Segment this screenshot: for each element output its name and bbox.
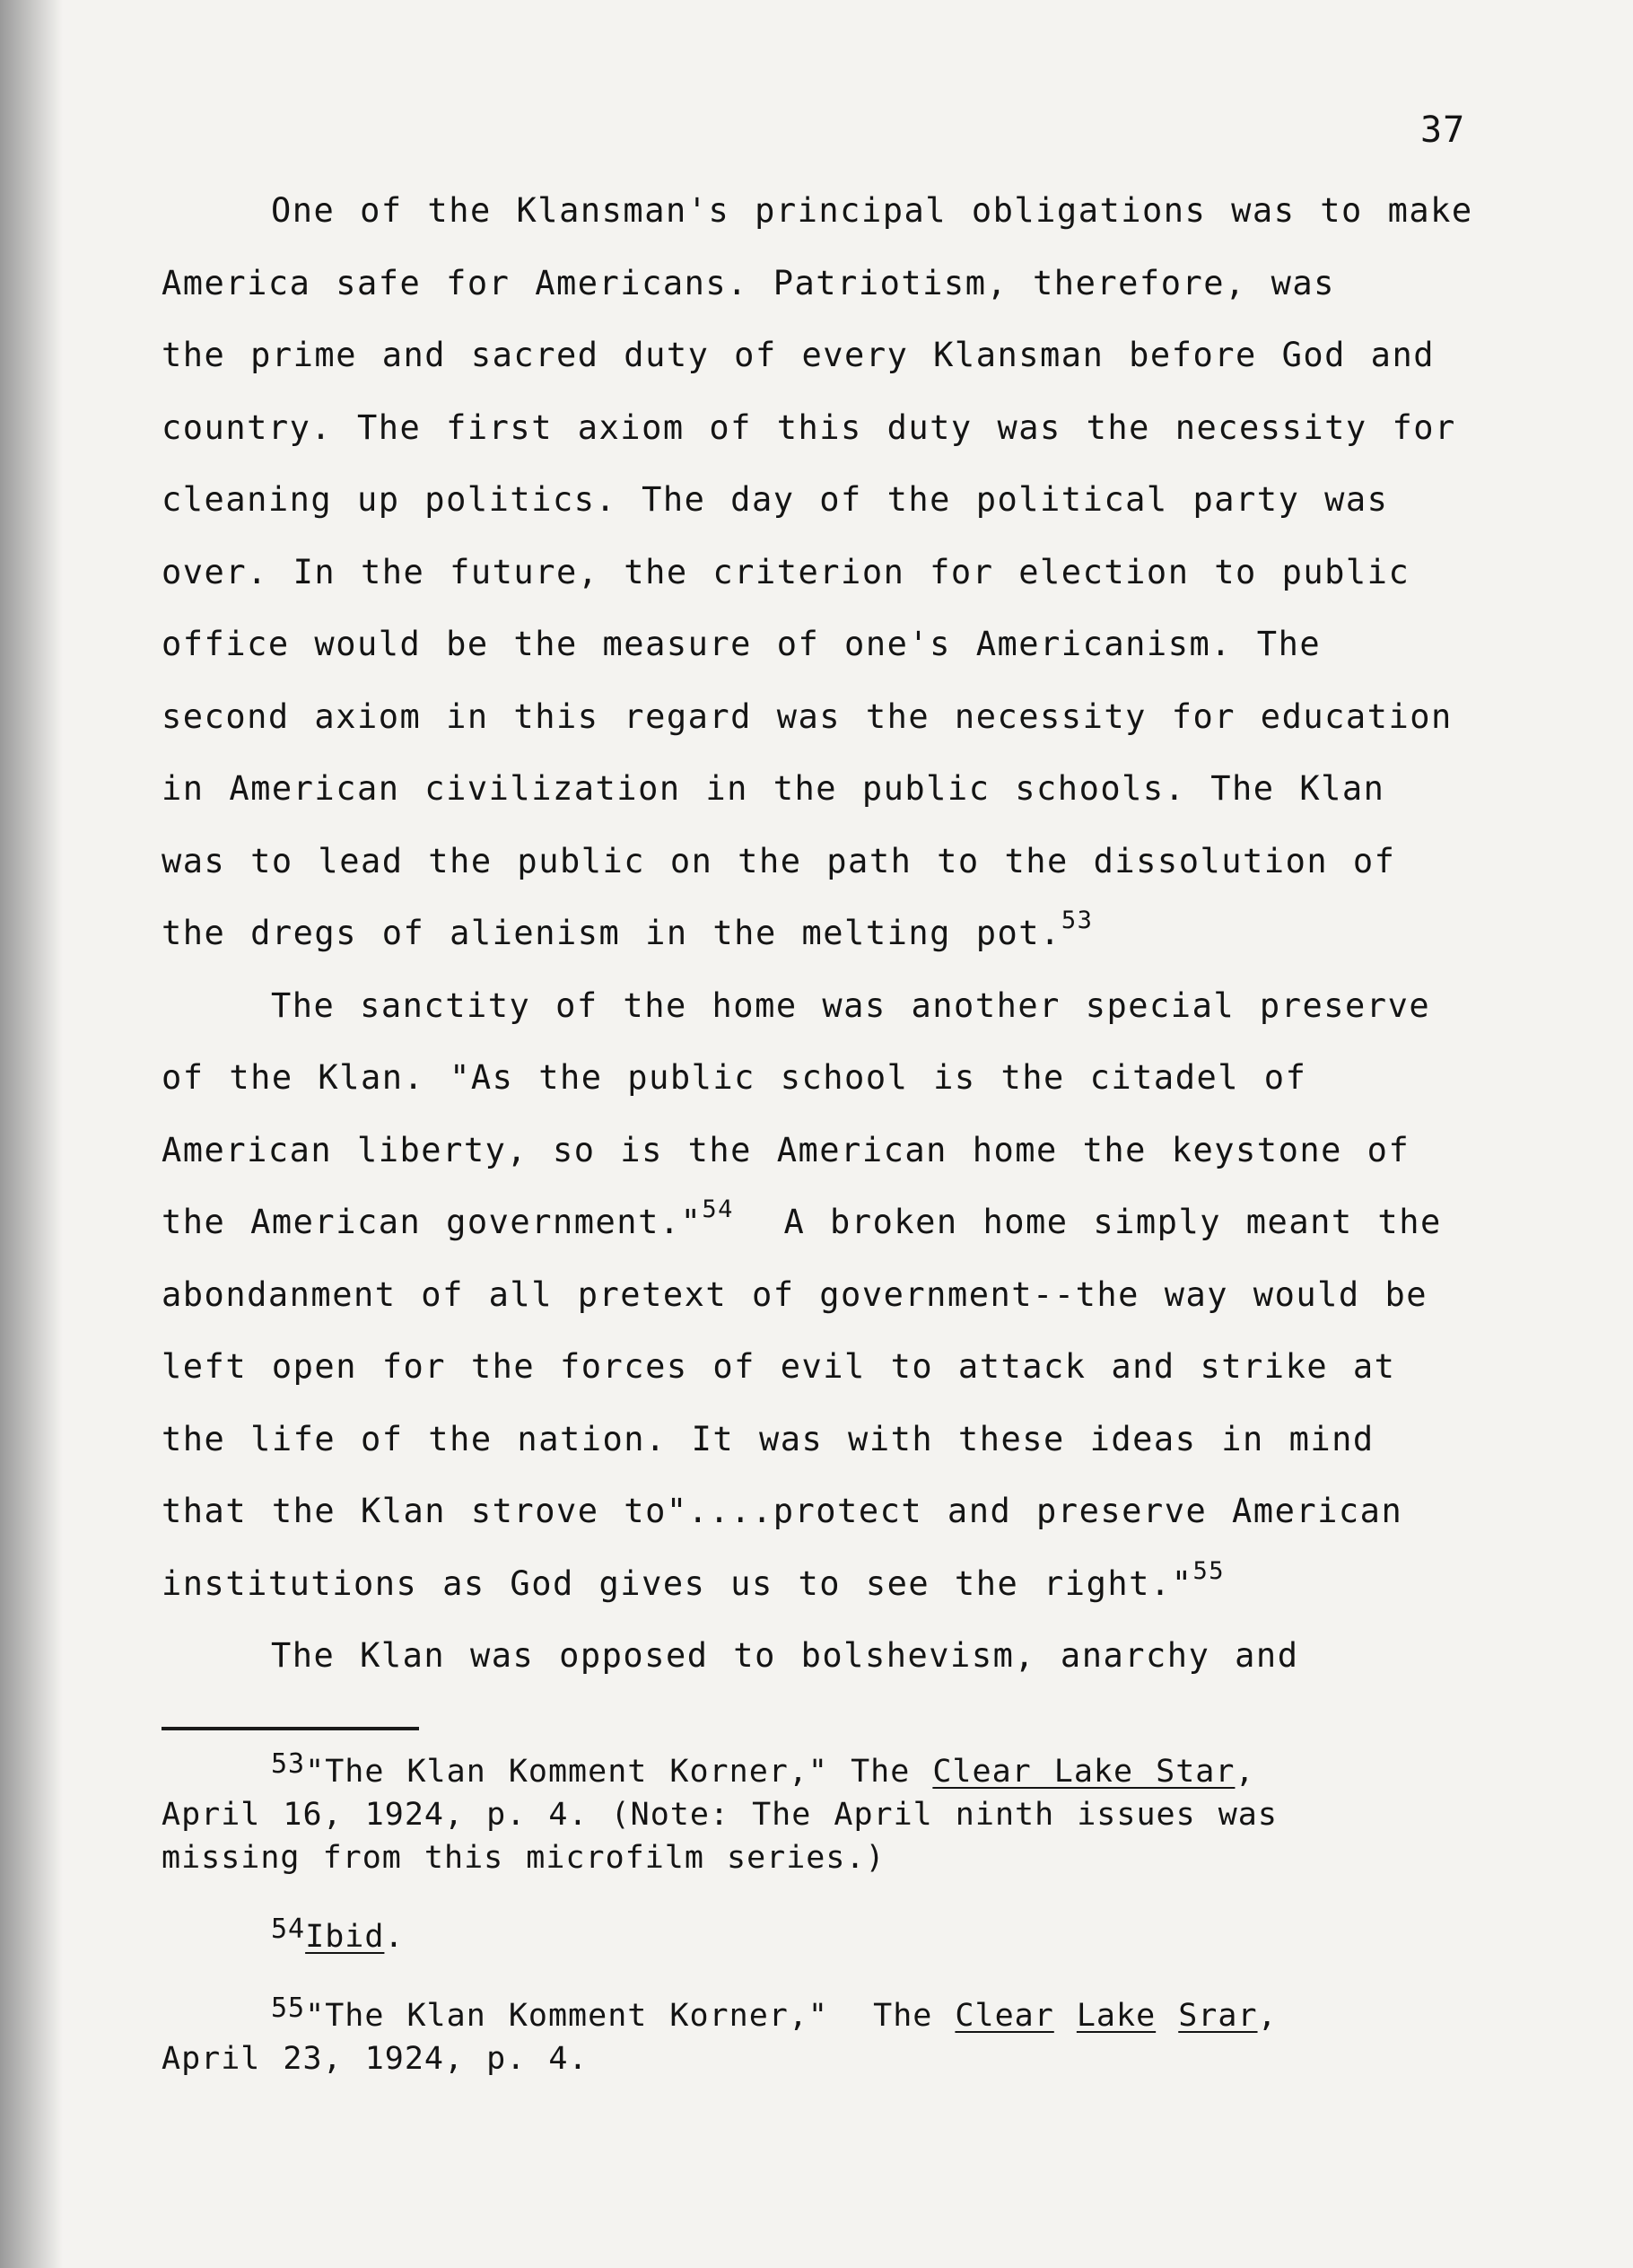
footnotes bbox=[162, 1750, 1471, 2080]
p1-line-8: second axiom in this regard was the necessity for education bbox=[162, 696, 1453, 736]
p1-line-5: cleaning up politics. The day of the political party was bbox=[162, 480, 1389, 519]
p2-line-4-text: the American government." bbox=[162, 1203, 703, 1241]
p2-line-6: left open for the forces of evil to attack and strike at bbox=[162, 1347, 1396, 1386]
p2-line-3: American liberty, so is the American home the keystone of bbox=[162, 1130, 1410, 1169]
footnote-54-line-1 bbox=[162, 1915, 1471, 1958]
p2-line-4 bbox=[162, 1187, 1471, 1259]
body-text bbox=[162, 175, 1471, 1693]
p2-line-1: The sanctity of the home was another special preserve bbox=[271, 985, 1431, 1025]
footnote-53-text-a: "The Klan Komment Korner," The bbox=[305, 1754, 933, 1790]
p2-line-2: of the Klan. "As the public school is the citadel of bbox=[162, 1058, 1307, 1097]
footnote-54-text-b: . bbox=[384, 1919, 405, 1955]
p2-line-7: the life of the nation. It was with these ideas in mind bbox=[162, 1419, 1375, 1458]
p1-line-1: One of the Klansman's principal obligations was to make bbox=[271, 191, 1473, 230]
footnote-55-title-2: Lake bbox=[1076, 1998, 1157, 2034]
p1-line-9: in American civilization in the public schools. The Klan bbox=[162, 769, 1385, 808]
footnote-ref-54: 54 bbox=[702, 1195, 734, 1223]
footnote-55-title-3: Srar bbox=[1178, 1998, 1258, 2034]
p2-line-9-text: institutions as God gives us to see the right." bbox=[162, 1563, 1193, 1603]
footnote-53-text-b: , bbox=[1235, 1754, 1255, 1790]
footnote-separator bbox=[162, 1727, 419, 1730]
footnote-53-title: Clear Lake Star bbox=[932, 1754, 1236, 1790]
p3-line-1: The Klan was opposed to bolshevism, anarchy and bbox=[271, 1636, 1299, 1675]
footnote-55-text-b: , bbox=[1257, 1998, 1278, 2034]
p1-line-6: over. In the future, the criterion for election to public bbox=[162, 552, 1410, 591]
p2-line-4-rest: A broken home simply meant the bbox=[733, 1203, 1442, 1241]
p2-line-5: abondanment of all pretext of government--the way would be bbox=[162, 1274, 1428, 1314]
footnote-54-title: Ibid bbox=[305, 1919, 385, 1955]
footnote-53-line-3: missing from this microfilm series.) bbox=[162, 1840, 886, 1876]
footnote-55-line-1 bbox=[162, 1994, 1471, 2037]
p2-line-9 bbox=[162, 1548, 1471, 1621]
footnote-55-line-2: April 23, 1924, p. 4. bbox=[162, 2041, 589, 2077]
p1-line-4: country. The first axiom of this duty was the necessity for bbox=[162, 407, 1456, 447]
footnote-gap bbox=[162, 1958, 1471, 1994]
footnote-55-mark: 55 bbox=[271, 1992, 306, 2024]
footnote-53-line-1 bbox=[162, 1750, 1471, 1793]
p1-line-3: the prime and sacred duty of every Klansman before God and bbox=[162, 336, 1436, 374]
footnote-ref-53: 53 bbox=[1061, 906, 1094, 934]
p2-line-8: that the Klan strove to"....protect and preserve American bbox=[162, 1492, 1403, 1530]
p1-line-7: office would be the measure of one's Americanism. The bbox=[162, 625, 1322, 663]
p1-line-11-text: the dregs of alienism in the melting pot. bbox=[162, 914, 1061, 952]
footnote-55-text-a: "The Klan Komment Korner," The bbox=[305, 1998, 956, 2034]
footnote-55-title-1: Clear bbox=[955, 1998, 1054, 2034]
footnote-gap bbox=[162, 1879, 1471, 1915]
footnote-ref-55: 55 bbox=[1192, 1556, 1225, 1585]
page-number: 37 bbox=[1420, 109, 1466, 151]
p1-line-10: was to lead the public on the path to the dissolution of bbox=[162, 841, 1396, 880]
p1-line-11 bbox=[162, 898, 1471, 970]
footnote-54-mark: 54 bbox=[271, 1913, 306, 1945]
footnote-53-mark: 53 bbox=[271, 1748, 306, 1780]
footnote-53-line-2: April 16, 1924, p. 4. (Note: The April ninth issues was bbox=[162, 1797, 1278, 1833]
p1-line-2: America safe for Americans. Patriotism, therefore, was bbox=[162, 263, 1335, 302]
